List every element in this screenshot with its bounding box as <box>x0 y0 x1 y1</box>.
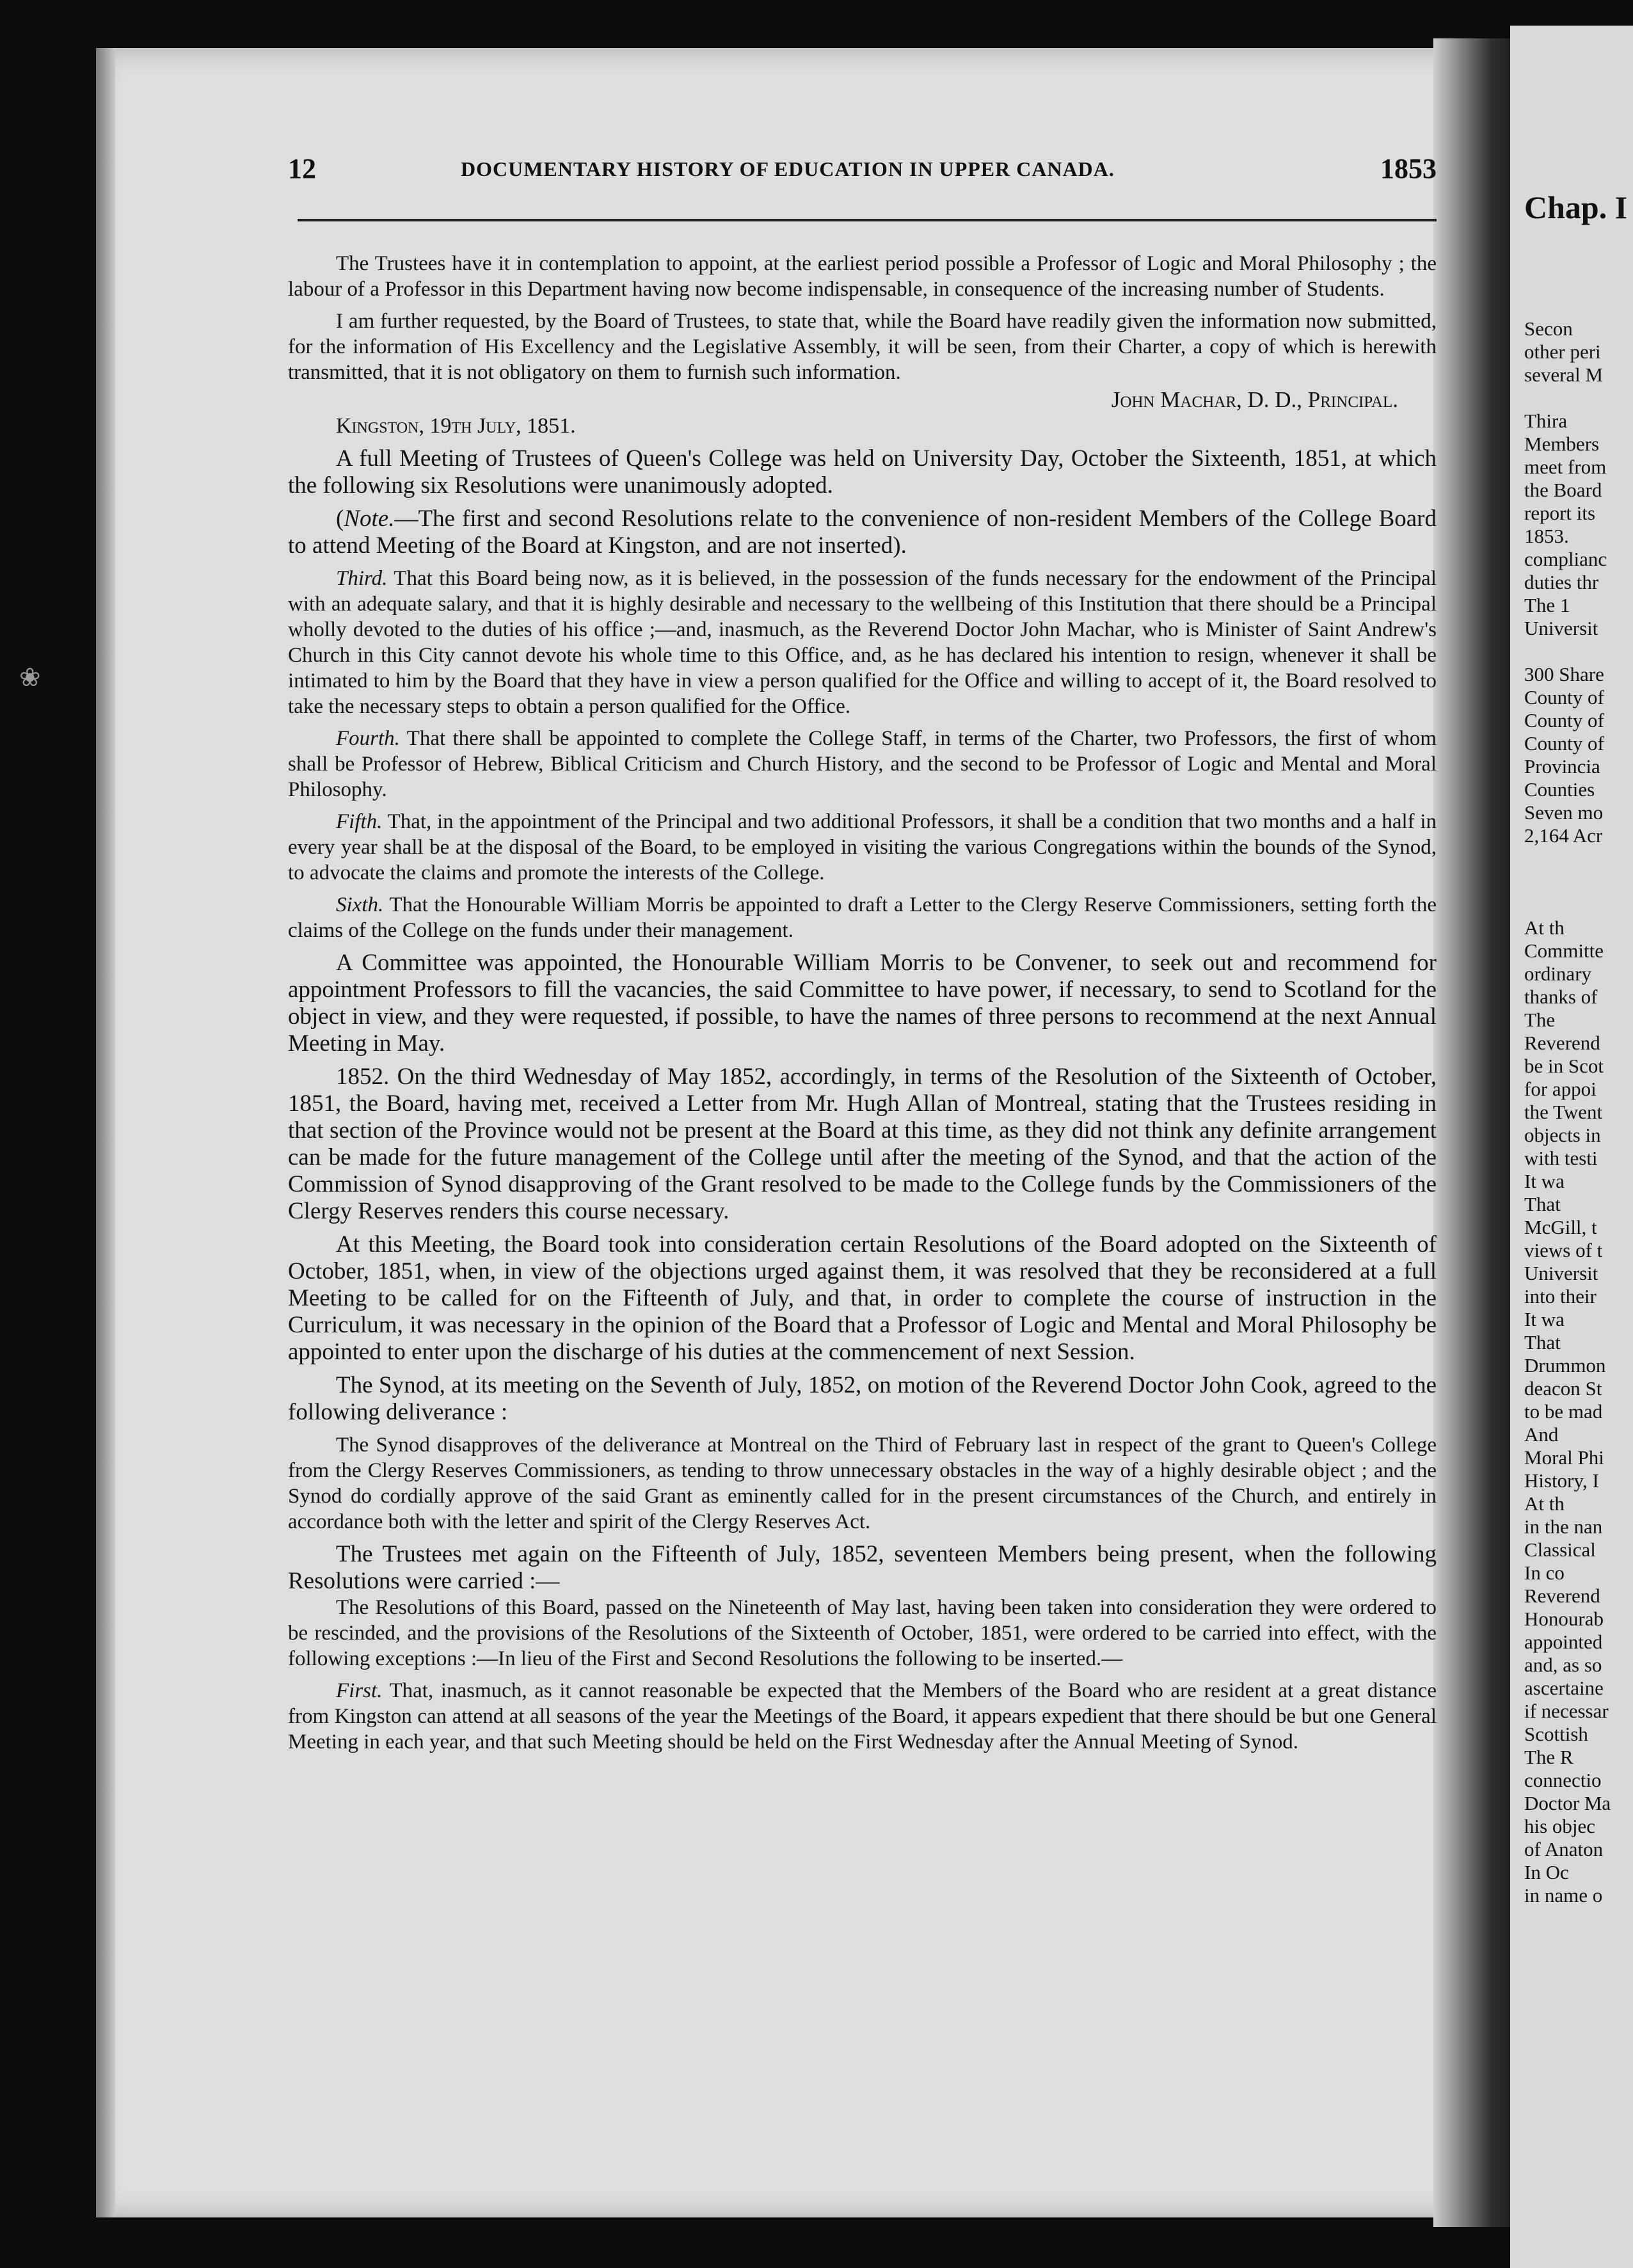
running-header <box>288 152 1437 191</box>
facing-page-line: Secon <box>1524 317 1573 340</box>
facing-page <box>1510 26 1633 2268</box>
facing-page-line: several M <box>1524 363 1604 386</box>
facing-page-line: Scottish <box>1524 1723 1588 1745</box>
resolution-fourth <box>288 726 1437 803</box>
first-resolution <box>288 1678 1437 1755</box>
facing-page-heading: Chap. I <box>1524 189 1628 225</box>
header-rule <box>298 219 1437 221</box>
facing-page-line: meet from <box>1524 456 1607 478</box>
paragraph: I am further requested, by the Board of Trustees, to state that, while the Board have readily given the information now submitted, for the information of His Excellency and the Legislative Assembly, it will be seen, from their Charter, a copy of which is herewith transmitted, that it is not obligatory on them to furnish such information. <box>288 310 1437 384</box>
deliverance-paragraph: The Synod disapproves of the deliverance at Montreal on the Third of February last in respect of the grant to Queen's College from the Clergy Reserves Commissioners, as tending to throw unnecessary obstacles in the way of a highly desirable object ; and the Synod do cordially approve of the said Grant as eminently called for in the present circumstances of the Church, and entirely in accordance both with the letter and spirit of the Clergy Reserves Act. <box>288 1433 1437 1533</box>
scan-speck: ❀ <box>19 663 41 692</box>
facing-page-line: of Anaton <box>1524 1838 1604 1860</box>
facing-page-line: Doctor Ma <box>1524 1792 1611 1814</box>
facing-page-line: Members <box>1524 433 1600 455</box>
facing-page-line: for appoi <box>1524 1078 1597 1100</box>
facing-page-line <box>1524 893 1633 916</box>
facing-page-line: It wa <box>1524 1170 1565 1192</box>
dateline-text: Kingston, 19th July, 1851. <box>336 414 576 438</box>
facing-page-line: Committe <box>1524 939 1604 962</box>
resolution-text: That this Board being now, as it is believed, in the possession of the funds necessary for the endowment of the Principal with an adequate salary, and that it is highly desirable and necessary to the wellbeing of this Institution that there should be a Principal wholly devoted to the duties of his office ;—and, inasmuch, as the Reverend Doctor John Machar, who is Minister of Saint Andrew's Church in this City cannot devote his whole time to this Office, and, as he has declared his intention to resign, whenever it shall be intimated to him by the Board that they have in view a person qualified for the Office and willing to accept of it, the Board resolved to take the necessary steps to obtain a person qualified for the Office. <box>288 567 1437 718</box>
facing-page-line <box>1524 387 1633 410</box>
facing-page-line: the Twent <box>1524 1101 1603 1123</box>
resolution-label: Fifth. <box>336 810 383 833</box>
facing-page-line: to be mad <box>1524 1400 1603 1423</box>
facing-page-line: his objec <box>1524 1815 1596 1837</box>
facing-page-line: and, as so <box>1524 1654 1602 1676</box>
resolution-sixth <box>288 892 1437 943</box>
facing-page-line: It wa <box>1524 1308 1565 1330</box>
facing-page-line: The <box>1524 1009 1556 1031</box>
trustees-paragraph: The Trustees met again on the Fifteenth of July, 1852, seventeen Members being present, when the following Resolutions were carried :— <box>288 1541 1437 1594</box>
facing-page-line: At th <box>1524 916 1565 939</box>
facing-page-line: County of <box>1524 732 1604 755</box>
facing-page-line <box>1524 640 1633 663</box>
facing-page-line: report its <box>1524 502 1596 524</box>
facing-page-line: deacon St <box>1524 1377 1602 1400</box>
rescind-paragraph: The Resolutions of this Board, passed on the Nineteenth of May last, having been taken into consideration they were ordered to be rescinded, and the provisions of the Resolutions of the Sixteenth of October, 1851, were ordered to be carried into effect, with the following exceptions :—In lieu of the First and Second Resolutions the following to be inserted.— <box>288 1596 1437 1670</box>
facing-page-line: complianc <box>1524 548 1607 570</box>
page-edge-shadow <box>96 48 115 2217</box>
facing-page-line <box>1524 847 1633 870</box>
facing-page-line: County of <box>1524 686 1604 708</box>
note-label: Note. <box>344 506 395 532</box>
resolution-fifth <box>288 809 1437 886</box>
facing-page-line: if necessar <box>1524 1700 1609 1722</box>
facing-page-line: ordinary <box>1524 962 1592 985</box>
facing-page-line: thanks of <box>1524 986 1598 1008</box>
facing-page-line: Classical <box>1524 1538 1596 1561</box>
facing-page-line: in name o <box>1524 1884 1603 1906</box>
facing-page-line: 300 Share <box>1524 663 1604 685</box>
facing-page-line: County of <box>1524 709 1604 731</box>
synod-paragraph: The Synod, at its meeting on the Seventh of July, 1852, on motion of the Reverend Doctor John Cook, agreed to the following deliverance : <box>288 1372 1437 1425</box>
resolution-text: That there shall be appointed to complete the College Staff, in terms of the Charter, two Professors, the first of whom shall be Professor of Hebrew, Biblical Criticism and Church History, and the second to be Professor of Logic and Mental and Moral Philosophy. <box>288 727 1437 801</box>
facing-page-line: In Oc <box>1524 1861 1569 1883</box>
facing-page-line: Seven mo <box>1524 801 1604 824</box>
facing-page-line: Thira <box>1524 410 1568 432</box>
facing-page-line: Universit <box>1524 1262 1598 1284</box>
facing-page-line: Moral Phi <box>1524 1446 1604 1469</box>
facing-page-line: That <box>1524 1193 1561 1215</box>
facing-page-line: History, I <box>1524 1469 1599 1492</box>
facing-page-line <box>1524 870 1633 893</box>
facing-page-line: connectio <box>1524 1769 1602 1791</box>
facing-page-line: with testi <box>1524 1147 1598 1169</box>
committee-paragraph: A Committee was appointed, the Honourable William Morris to be Convener, to seek out and recommend for appointment Professors to fill the vacancies, the said Committee to have power, if necessary, to send to Scotland for the object in view, and they were requested, if possible, to have the names of three persons to recommend at the next Annual Meeting in May. <box>288 950 1437 1057</box>
main-text <box>288 251 1437 1755</box>
facing-page-line: ascertaine <box>1524 1677 1604 1699</box>
facing-page-line: Honourab <box>1524 1608 1604 1630</box>
facing-page-line: McGill, t <box>1524 1216 1597 1238</box>
facing-page-line: into their <box>1524 1285 1597 1307</box>
facing-page-line: The R <box>1524 1746 1573 1768</box>
facing-page-line: At th <box>1524 1492 1565 1515</box>
signature-text: John Machar, D. D., Principal. <box>1111 387 1398 412</box>
resolution-text: That the Honourable William Morris be appointed to draft a Letter to the Clergy Reserve Commissioners, setting forth the claims of the College on the funds under their management. <box>288 893 1437 942</box>
page-number: 12 <box>288 153 316 184</box>
facing-page-lines <box>1524 294 1633 1907</box>
facing-page-line: Drummon <box>1524 1354 1606 1377</box>
facing-page-line: In co <box>1524 1561 1565 1584</box>
paragraph-1852: 1852. On the third Wednesday of May 1852, accordingly, in terms of the Resolution of the Sixteenth of October, 1851, the Board, having met, received a Letter from Mr. Hugh Allan of Montreal, stating that the Trustees residing in that section of the Province would not be present at the Board at this time, as they did not think any definite arrangement can be made for the future management of the College until after the meeting of the Synod, and that the action of the Commission of Synod disapproving of the Grant resolved to be made to the College funds by the Commissioners of the Clergy Reserves renders this course necessary. <box>288 1064 1437 1224</box>
facing-page-line: That <box>1524 1331 1561 1354</box>
header-year: 1853 <box>1380 153 1437 184</box>
resolution-label: Sixth. <box>336 893 384 916</box>
resolution-label: Third. <box>336 567 388 590</box>
facing-page-line: And <box>1524 1423 1559 1446</box>
resolution-label: First. <box>336 1679 383 1702</box>
facing-page-line: in the nan <box>1524 1515 1603 1538</box>
facing-page-line: Reverend <box>1524 1585 1600 1607</box>
running-title: DOCUMENTARY HISTORY OF EDUCATION IN UPPER CANADA. <box>461 157 1115 180</box>
facing-page-line: Provincia <box>1524 755 1600 778</box>
facing-page-line: views of t <box>1524 1239 1603 1261</box>
signature <box>288 387 1437 413</box>
facing-page-line: Counties <box>1524 778 1595 801</box>
facing-page-line: be in Scot <box>1524 1055 1604 1077</box>
facing-page-line: duties thr <box>1524 571 1599 593</box>
facing-page-line: Reverend <box>1524 1032 1600 1054</box>
resolution-text: That, in the appointment of the Principal and two additional Professors, it shall be a condition that two months and a half in every year shall be at the disposal of the Board, to be employed in visiting the various Congregations within the bounds of the Synod, to advocate the claims and promote the interests of the College. <box>288 810 1437 884</box>
resolution-third <box>288 566 1437 719</box>
meeting-intro: A full Meeting of Trustees of Queen's College was held on University Day, October the Sixteenth, 1851, at which the following six Resolutions were unanimously adopted. <box>288 445 1437 499</box>
facing-page-line: 2,164 Acr <box>1524 824 1603 847</box>
facing-page-line: 1853. <box>1524 525 1569 547</box>
facing-page-line: Universit <box>1524 617 1598 639</box>
facing-page-line: appointed <box>1524 1631 1603 1653</box>
facing-page-line: The 1 <box>1524 594 1570 616</box>
note-text: —The first and second Resolutions relate to the convenience of non-resident Members of the College Board to attend Meeting of the Board at Kingston, and are not inserted). <box>288 506 1437 559</box>
facing-page-line: other peri <box>1524 340 1601 363</box>
dateline <box>288 413 1437 439</box>
resolution-label: Fourth. <box>336 727 400 750</box>
meeting-paragraph: At this Meeting, the Board took into consideration certain Resolutions of the Board adopted on the Sixteenth of October, 1851, when, in view of the objections urged against them, it was resolved that they be reconsidered at a full Meeting to be called for on the Fifteenth of July, and that, in order to complete the course of instruction in the Curriculum, it was necessary in the opinion of the Board that a Professor of Logic and Mental and Moral Philosophy be appointed to enter upon the discharge of his duties at the commencement of next Session. <box>288 1231 1437 1365</box>
facing-page-line: the Board <box>1524 479 1602 501</box>
facing-page-line: objects in <box>1524 1124 1601 1146</box>
resolution-text: That, inasmuch, as it cannot reasonable be expected that the Members of the Board who are resident at a great distance from Kingston can attend at all seasons of the year the Meetings of the Board, it appears expedient that there should be but one General Meeting in each year, and that such Meeting should be held on the First Wednesday after the Annual Meeting of Synod. <box>288 1679 1437 1753</box>
facing-page-line <box>1524 294 1633 317</box>
note-paragraph: (Note.—The first and second Resolutions relate to the convenience of non-resident Members of the College Board to attend Meeting of the Board at Kingston, and are not inserted). <box>288 506 1437 559</box>
paragraph: The Trustees have it in contemplation to appoint, at the earliest period possible a Professor of Logic and Moral Philosophy ; the labour of a Professor in this Department having now become indispensable, in consequence of the increasing number of Students. <box>288 252 1437 301</box>
